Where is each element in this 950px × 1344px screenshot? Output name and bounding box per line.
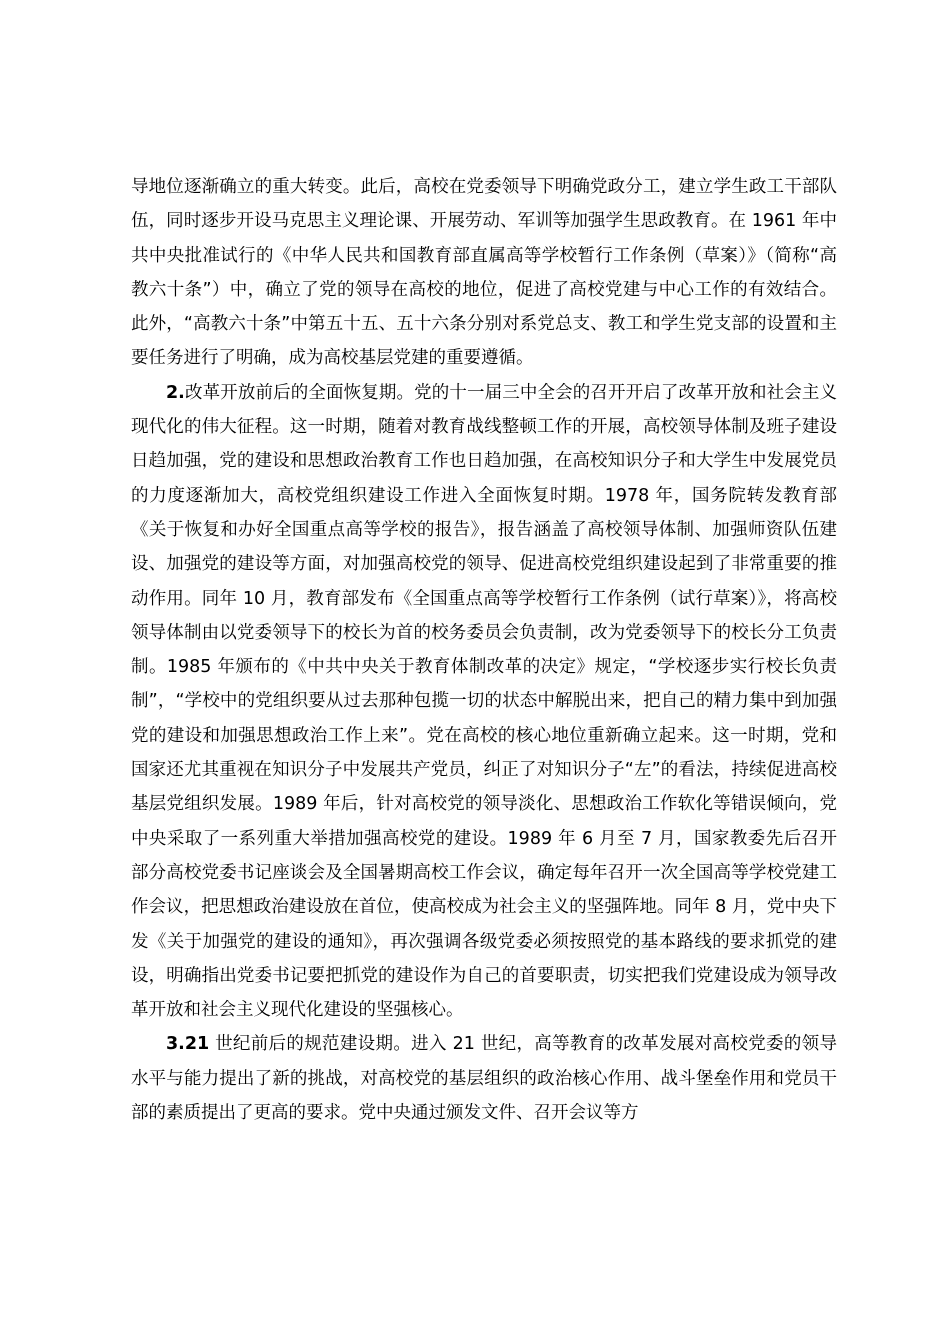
body-text xyxy=(131,170,837,1130)
paragraph-3-number: 3.21 xyxy=(166,1034,210,1055)
paragraph-3 xyxy=(131,1027,837,1130)
paragraph-1 xyxy=(131,170,837,376)
paragraph-3-text: 世纪前后的规范建设期。进入 21 世纪，高等教育的改革发展对高校党委的领导水平与能力提出了新的挑战，对高校党的基层组织的政治核心作用、战斗堡垒作用和党员干部的素质提出了更高的要求。党中央通过颁发文件、召开会议等方 xyxy=(131,1034,837,1124)
paragraph-2-number: 2. xyxy=(166,382,185,403)
paragraph-2 xyxy=(131,376,837,1028)
paragraph-1-text: 导地位逐渐确立的重大转变。此后，高校在党委领导下明确党政分工，建立学生政工干部队伍，同时逐步开设马克思主义理论课、开展劳动、军训等加强学生思政教育。在 1961 年中共中央批准试行的《中华人民共和国教育部直属高等学校暂行工作条例（草案）》（简称“高教六十条”）中，确立了党的领导在高校的地位，促进了高校党建与中心工作的有效结合。此外，“高教六十条”中第五十五、五十六条分别对系党总支、教工和学生党支部的设置和主要任务进行了明确，成为高校基层党建的重要遵循。 xyxy=(131,177,837,369)
paragraph-2-text: 改革开放前后的全面恢复期。党的十一届三中全会的召开开启了改革开放和社会主义现代化的伟大征程。这一时期，随着对教育战线整顿工作的开展，高校领导体制及班子建设日趋加强，党的建设和思想政治教育工作也日趋加强，在高校知识分子和大学生中发展党员的力度逐渐加大，高校党组织建设工作进入全面恢复时期。1978 年，国务院转发教育部《关于恢复和办好全国重点高等学校的报告》，报告涵盖了高校领导体制、加强师资队伍建设、加强党的建设等方面，对加强高校党的领导、促进高校党组织建设起到了非常重要的推动作用。同年 10 月，教育部发布《全国重点高等学校暂行工作条例（试行草案）》，将高校领导体制由以党委领导下的校长为首的校务委员会负责制，改为党委领导下的校长分工负责制。1985 年颁布的《中共中央关于教育体制改革的决定》规定，“学校逐步实行校长负责制”，“学校中的党组织要从过去那种包揽一切的状态中解脱出来，把自己的精力集中到加强党的建设和加强思想政治工作上来”。党在高校的核心地位重新确立起来。这一时期，党和国家还尤其重视在知识分子中发展共产党员，纠正了对知识分子“左”的看法，持续促进高校基层党组织发展。1989 年后，针对高校党的领导淡化、思想政治工作软化等错误倾向，党中央采取了一系列重大举措加强高校党的建设。1989 年 6 月至 7 月，国家教委先后召开部分高校党委书记座谈会及全国暑期高校工作会议，确定每年召开一次全国高等学校党建工作会议，把思想政治建设放在首位，使高校成为社会主义的坚强阵地。同年 8 月，党中央下发《关于加强党的建设的通知》，再次强调各级党委必须按照党的基本路线的要求抓党的建设，明确指出党委书记要把抓党的建设作为自己的首要职责，切实把我们党建设成为领导改革开放和社会主义现代化建设的坚强核心。 xyxy=(131,382,837,1021)
